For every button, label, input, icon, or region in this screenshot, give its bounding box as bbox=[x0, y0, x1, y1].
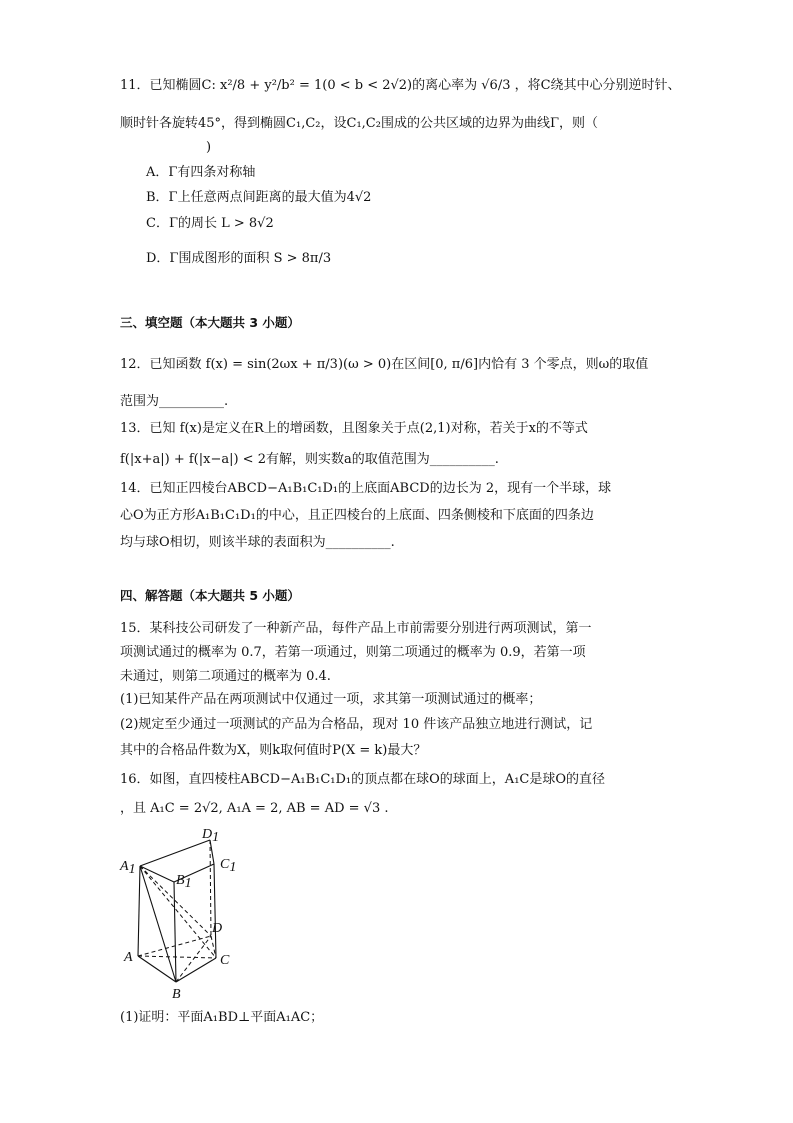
label-b: B bbox=[172, 987, 181, 1002]
q15-part-2-b: 其中的合格品件数为X，则k取何值时P(X = k)最大？ bbox=[120, 743, 427, 758]
q13-line-1: 13．已知 f(x)是定义在R上的增函数，且图象关于点(2,1)对称，若关于x的不等式 bbox=[120, 421, 588, 436]
q11-option-c: C．Γ的周长 L > 8√2 bbox=[146, 216, 274, 231]
label-c1: C1 bbox=[220, 857, 237, 875]
edge-c1-c bbox=[214, 864, 216, 958]
q12-line-1: 12．已知函数 f(x) = sin(2ωx + π/3)(ω > 0)在区间[0, π/6]内恰有 3 个零点，则ω的取值 bbox=[120, 357, 649, 372]
label-a1: A1 bbox=[120, 859, 136, 877]
q16-line-2: ，且 A₁C = 2√2, A₁A = 2, AB = AD = √3 . bbox=[120, 801, 389, 816]
q15-line-2: 项测试通过的概率为 0.7，若第一项通过，则第二项通过的概率为 0.9，若第一项 bbox=[120, 645, 586, 660]
edge-a1-a bbox=[138, 866, 140, 956]
section-4-title: 四、解答题（本大题共 5 小题） bbox=[120, 588, 300, 603]
q16-part-1: (1)证明：平面A₁BD⊥平面A₁AC； bbox=[120, 1010, 324, 1025]
edge-a1-b1 bbox=[140, 866, 174, 882]
q15-line-1: 15．某科技公司研发了一种新产品，每件产品上市前需要分别进行两项测试，第一 bbox=[120, 621, 592, 636]
q11-option-b: B．Γ上任意两点间距离的最大值为4√2 bbox=[146, 190, 372, 205]
edge-a-b bbox=[138, 956, 176, 982]
diagonal-b-d-hidden bbox=[176, 936, 211, 982]
q11-line-1: 11．已知椭圆C: x²/8 + y²/b² = 1(0 < b < 2√2)的离心率为 √6/3 ，将C绕其中心分别逆时针、 bbox=[120, 78, 681, 93]
q11-option-a: A．Γ有四条对称轴 bbox=[146, 165, 256, 180]
q11-option-d: D．Γ围成图形的面积 S > 8π/3 bbox=[146, 251, 332, 266]
label-b1: B1 bbox=[176, 873, 192, 891]
edge-d1-a1 bbox=[140, 840, 210, 866]
q14-line-3: 均与球O相切，则该半球的表面积为__________. bbox=[120, 535, 395, 550]
q15-part-2-a: (2)规定至少通过一项测试的产品为合格品，现对 10 件该产品独立地进行测试，记 bbox=[120, 717, 593, 732]
edge-d1-d-hidden bbox=[210, 840, 211, 936]
label-d: D bbox=[212, 921, 223, 936]
q13-line-2: f(|x+a|) + f(|x−a|) < 2有解，则实数a的取值范围为__________. bbox=[120, 452, 499, 467]
label-c: C bbox=[220, 953, 230, 968]
q14-line-2: 心O为正方形A₁B₁C₁D₁的中心，且正四棱台的上底面、四条侧棱和下底面的四条边 bbox=[120, 508, 594, 523]
q11-line-3: ) bbox=[206, 140, 212, 155]
label-d1: D1 bbox=[202, 827, 220, 845]
q16-line-1: 16．如图，直四棱柱ABCD−A₁B₁C₁D₁的顶点都在球O的球面上，A₁C是球O的直径 bbox=[120, 772, 606, 787]
prism-figure bbox=[118, 824, 258, 1004]
edge-b1-b bbox=[174, 882, 176, 982]
edge-a1-b bbox=[140, 866, 176, 982]
edge-b-c bbox=[176, 958, 216, 982]
q12-line-2: 范围为__________. bbox=[120, 394, 229, 409]
q15-part-1: (1)已知某件产品在两项测试中仅通过一项，求其第一项测试通过的概率； bbox=[120, 692, 542, 707]
q15-line-3: 未通过，则第二项通过的概率为 0.4. bbox=[120, 669, 331, 684]
q11-line-2: 顺时针各旋转45°，得到椭圆C₁,C₂，设C₁,C₂围成的公共区域的边界为曲线Γ，则（ bbox=[120, 116, 598, 131]
section-3-title: 三、填空题（本大题共 3 小题） bbox=[120, 315, 300, 330]
q14-line-1: 14．已知正四棱台ABCD−A₁B₁C₁D₁的上底面ABCD的边长为 2，现有一个半球，球 bbox=[120, 481, 612, 496]
label-a: A bbox=[124, 950, 133, 965]
diagonal-a-c-hidden bbox=[138, 956, 216, 958]
